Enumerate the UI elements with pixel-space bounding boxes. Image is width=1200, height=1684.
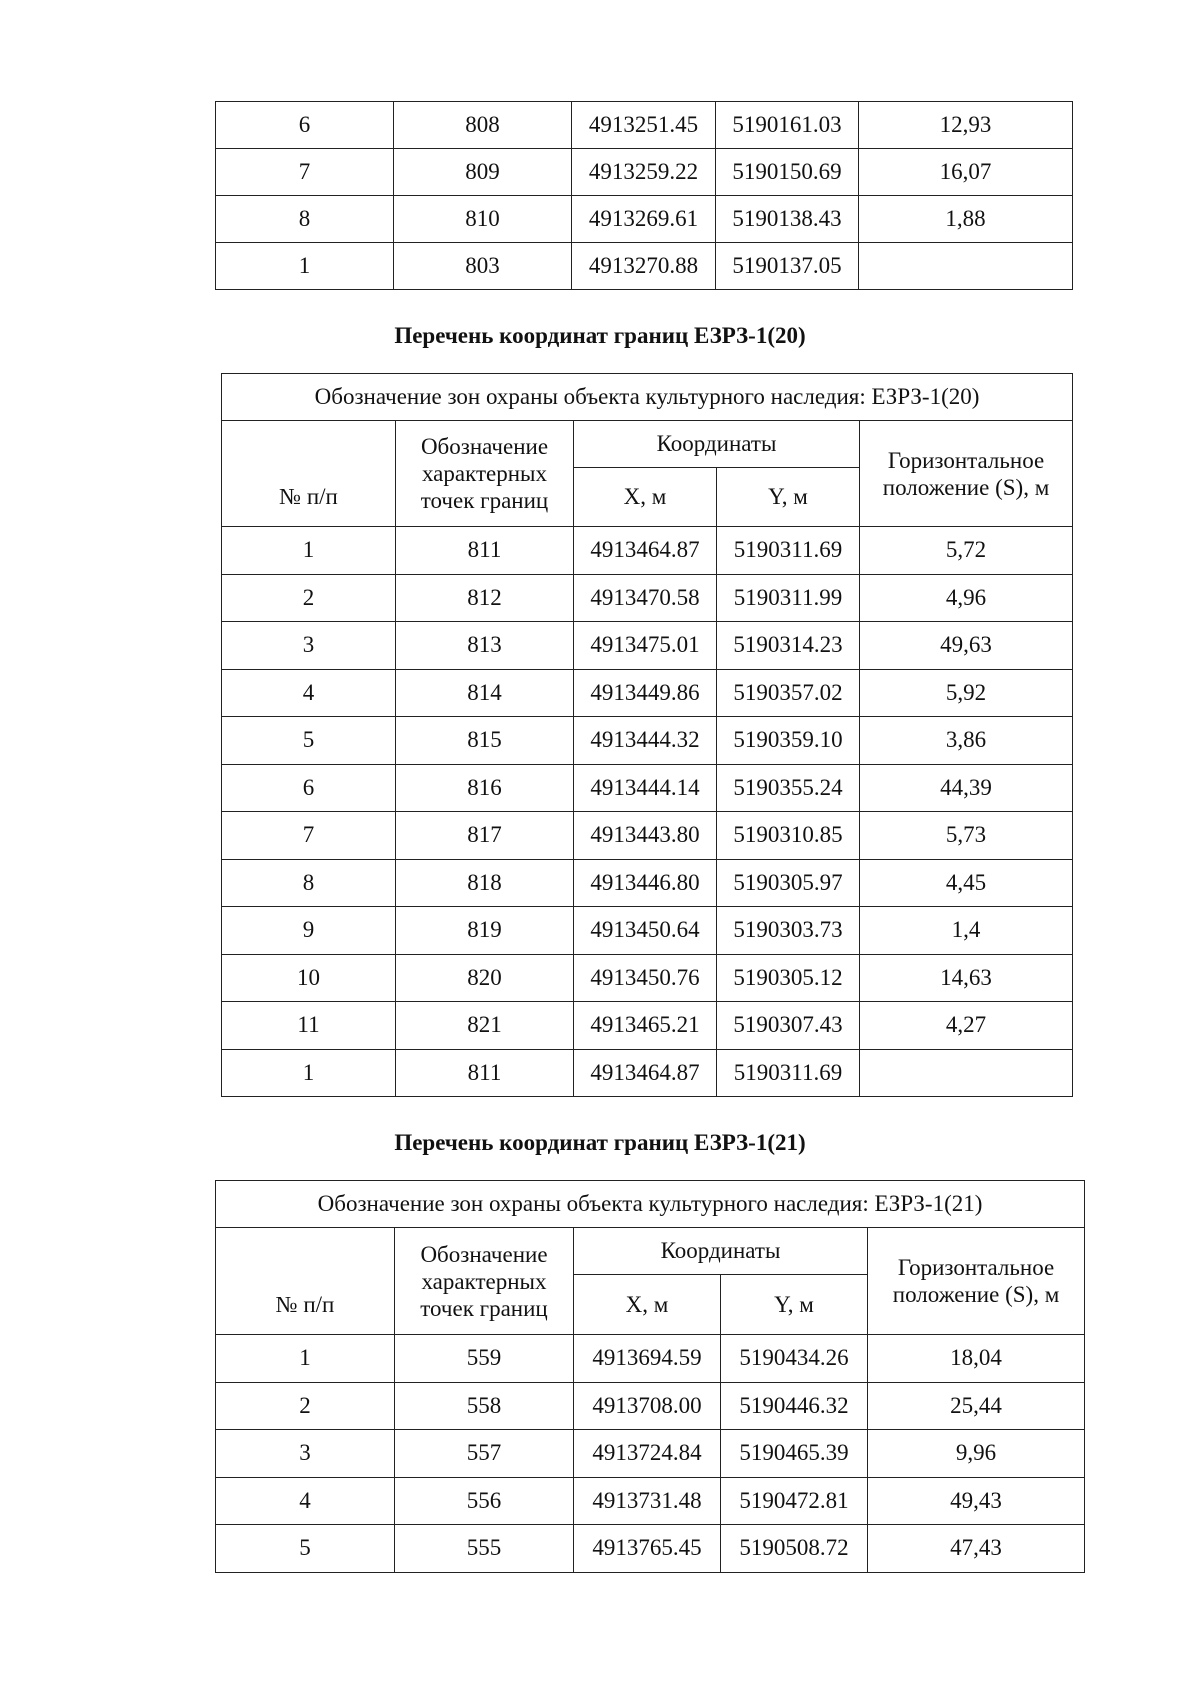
table-title: Обозначение зон охраны объекта культурного наследия: ЕЗРЗ-1(21) [216, 1181, 1085, 1228]
cell-num: 2 [222, 574, 396, 622]
cell-x: 4913449.86 [574, 669, 717, 717]
cell-y: 5190305.12 [717, 954, 860, 1002]
col-header-coords: Координаты [574, 1228, 868, 1275]
cell-x: 4913270.88 [572, 243, 716, 290]
table-ezrz-21 [215, 1180, 1085, 1573]
cell-x: 4913450.64 [574, 907, 717, 955]
cell-s: 14,63 [860, 954, 1073, 1002]
table-row [222, 859, 1073, 907]
cell-y: 5190150.69 [716, 149, 859, 196]
cell-y: 5190359.10 [717, 717, 860, 765]
table-row [222, 907, 1073, 955]
cell-point: 811 [396, 1049, 574, 1097]
col-header-coords: Координаты [574, 421, 860, 468]
table-row [216, 149, 1073, 196]
cell-point: 559 [395, 1335, 574, 1383]
cell-num: 2 [216, 1382, 395, 1430]
cell-y: 5190446.32 [721, 1382, 868, 1430]
cell-point: 811 [396, 527, 574, 575]
cell-num: 8 [216, 196, 394, 243]
cell-point: 808 [394, 102, 572, 149]
cell-s: 49,63 [860, 622, 1073, 670]
cell-num: 7 [222, 812, 396, 860]
cell-point: 819 [396, 907, 574, 955]
table-row [216, 1382, 1085, 1430]
cell-point: 818 [396, 859, 574, 907]
cell-num: 7 [216, 149, 394, 196]
cell-num: 3 [216, 1430, 395, 1478]
cell-x: 4913269.61 [572, 196, 716, 243]
cell-x: 4913694.59 [574, 1335, 721, 1383]
cell-point: 803 [394, 243, 572, 290]
caption-ezrz-21: Перечень координат границ ЕЗРЗ-1(21) [394, 1130, 806, 1155]
cell-x: 4913444.32 [574, 717, 717, 765]
col-header-x: X, м [574, 1275, 721, 1335]
cell-point: 816 [396, 764, 574, 812]
cell-y: 5190357.02 [717, 669, 860, 717]
table-row [216, 1430, 1085, 1478]
cell-y: 5190161.03 [716, 102, 859, 149]
table-row [222, 622, 1073, 670]
cell-y: 5190472.81 [721, 1477, 868, 1525]
table-row [222, 1049, 1073, 1097]
cell-y: 5190303.73 [717, 907, 860, 955]
cell-point: 557 [395, 1430, 574, 1478]
cell-point: 814 [396, 669, 574, 717]
cell-y: 5190314.23 [717, 622, 860, 670]
table-row [222, 574, 1073, 622]
cell-x: 4913450.76 [574, 954, 717, 1002]
cell-y: 5190465.39 [721, 1430, 868, 1478]
col-header-num: № п/п [216, 1228, 395, 1335]
cell-point: 558 [395, 1382, 574, 1430]
table-row [222, 527, 1073, 575]
cell-num: 3 [222, 622, 396, 670]
cell-y: 5190138.43 [716, 196, 859, 243]
cell-y: 5190311.69 [717, 527, 860, 575]
cell-num: 8 [222, 859, 396, 907]
cell-y: 5190310.85 [717, 812, 860, 860]
cell-x: 4913475.01 [574, 622, 717, 670]
col-header-y: Y, м [717, 468, 860, 527]
cell-s: 1,88 [859, 196, 1073, 243]
col-header-num: № п/п [222, 421, 396, 527]
cell-point: 815 [396, 717, 574, 765]
col-header-s: Горизонтальное положение (S), м [868, 1228, 1085, 1335]
table-row [216, 243, 1073, 290]
cell-num: 1 [222, 527, 396, 575]
table-row [216, 1525, 1085, 1573]
cell-y: 5190311.99 [717, 574, 860, 622]
cell-x: 4913464.87 [574, 1049, 717, 1097]
cell-x: 4913443.80 [574, 812, 717, 860]
cell-s: 9,96 [868, 1430, 1085, 1478]
col-header-s: Горизонтальное положение (S), м [860, 421, 1073, 527]
table-row [222, 1002, 1073, 1050]
cell-s: 5,92 [860, 669, 1073, 717]
cell-s [859, 243, 1073, 290]
table-row [222, 954, 1073, 1002]
caption-ezrz-20: Перечень координат границ ЕЗРЗ-1(20) [394, 323, 806, 348]
cell-y: 5190311.69 [717, 1049, 860, 1097]
cell-s: 44,39 [860, 764, 1073, 812]
cell-x: 4913724.84 [574, 1430, 721, 1478]
table-row [222, 669, 1073, 717]
cell-s: 4,45 [860, 859, 1073, 907]
cell-s: 4,27 [860, 1002, 1073, 1050]
cell-point: 821 [396, 1002, 574, 1050]
table-row [216, 196, 1073, 243]
cell-point: 809 [394, 149, 572, 196]
cell-num: 6 [222, 764, 396, 812]
cell-y: 5190434.26 [721, 1335, 868, 1383]
cell-s: 18,04 [868, 1335, 1085, 1383]
cell-num: 5 [216, 1525, 395, 1573]
table-title: Обозначение зон охраны объекта культурного наследия: ЕЗРЗ-1(20) [222, 374, 1073, 421]
cell-s: 49,43 [868, 1477, 1085, 1525]
cell-y: 5190305.97 [717, 859, 860, 907]
col-header-point: Обозначение характерных точек границ [396, 421, 574, 527]
col-header-point: Обозначение характерных точек границ [395, 1228, 574, 1335]
cell-x: 4913731.48 [574, 1477, 721, 1525]
table-row [216, 1477, 1085, 1525]
cell-num: 1 [216, 1335, 395, 1383]
cell-point: 810 [394, 196, 572, 243]
table-row [222, 717, 1073, 765]
cell-x: 4913708.00 [574, 1382, 721, 1430]
cell-point: 820 [396, 954, 574, 1002]
cell-y: 5190137.05 [716, 243, 859, 290]
table-row [216, 102, 1073, 149]
cell-num: 9 [222, 907, 396, 955]
col-header-x: X, м [574, 468, 717, 527]
cell-point: 813 [396, 622, 574, 670]
cell-num: 1 [222, 1049, 396, 1097]
cell-point: 817 [396, 812, 574, 860]
cell-s: 5,73 [860, 812, 1073, 860]
cell-s [860, 1049, 1073, 1097]
cell-num: 6 [216, 102, 394, 149]
cell-point: 555 [395, 1525, 574, 1573]
cell-x: 4913470.58 [574, 574, 717, 622]
cell-x: 4913465.21 [574, 1002, 717, 1050]
cell-y: 5190355.24 [717, 764, 860, 812]
cell-s: 4,96 [860, 574, 1073, 622]
cell-x: 4913446.80 [574, 859, 717, 907]
cell-point: 556 [395, 1477, 574, 1525]
cell-num: 4 [216, 1477, 395, 1525]
cell-s: 12,93 [859, 102, 1073, 149]
cell-s: 25,44 [868, 1382, 1085, 1430]
cell-point: 812 [396, 574, 574, 622]
table-row [222, 812, 1073, 860]
cell-y: 5190307.43 [717, 1002, 860, 1050]
cell-num: 5 [222, 717, 396, 765]
cell-x: 4913765.45 [574, 1525, 721, 1573]
table-top-body [216, 102, 1073, 290]
cell-s: 3,86 [860, 717, 1073, 765]
cell-x: 4913251.45 [572, 102, 716, 149]
cell-s: 1,4 [860, 907, 1073, 955]
cell-num: 4 [222, 669, 396, 717]
cell-s: 47,43 [868, 1525, 1085, 1573]
table-ezrz-20 [221, 373, 1073, 1097]
cell-x: 4913259.22 [572, 149, 716, 196]
cell-s: 5,72 [860, 527, 1073, 575]
cell-x: 4913444.14 [574, 764, 717, 812]
cell-y: 5190508.72 [721, 1525, 868, 1573]
cell-num: 10 [222, 954, 396, 1002]
cell-num: 1 [216, 243, 394, 290]
cell-num: 11 [222, 1002, 396, 1050]
cell-x: 4913464.87 [574, 527, 717, 575]
col-header-y: Y, м [721, 1275, 868, 1335]
table-top [215, 101, 1073, 290]
cell-s: 16,07 [859, 149, 1073, 196]
table-row [222, 764, 1073, 812]
table-row [216, 1335, 1085, 1383]
